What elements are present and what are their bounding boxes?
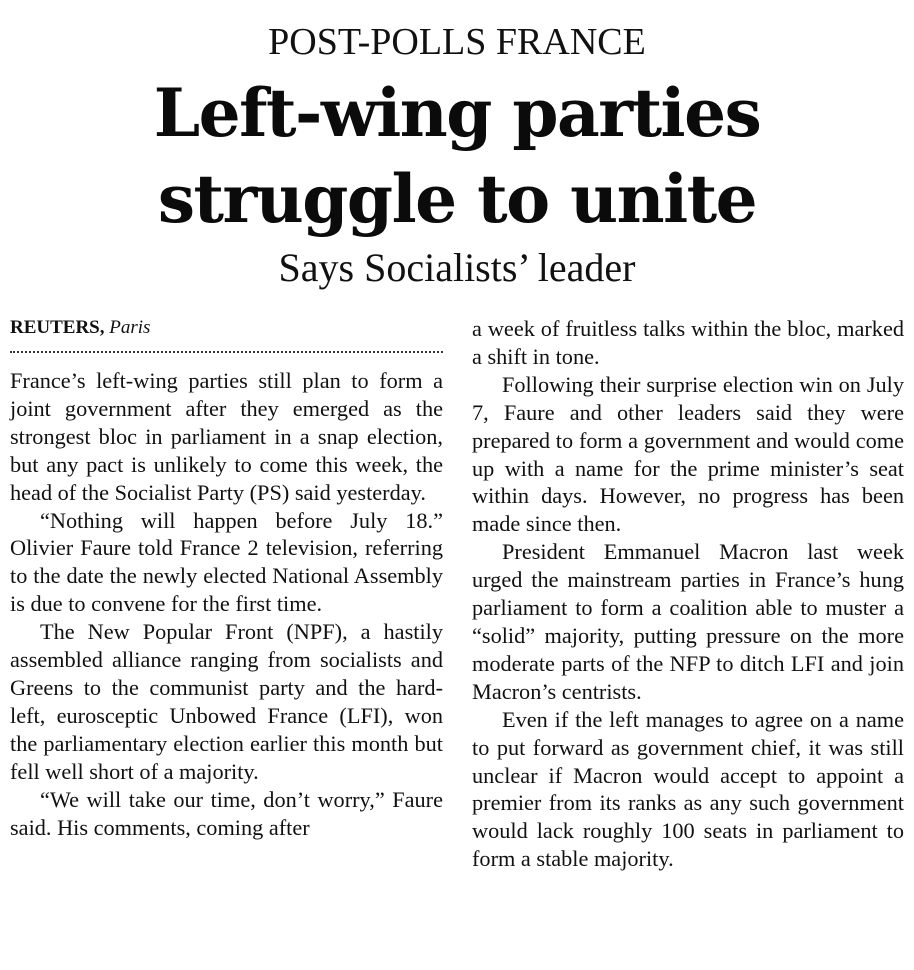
- paragraph: France’s left-wing parties still plan to form a joint government after they emerged as the strongest bloc in parliament in a snap election, but any pact is unlikely to come this week, the head of the Socialist Party (PS) said yesterday.: [10, 368, 443, 505]
- paragraph-continued: a week of fruitless talks within the bloc, marked a shift in tone.: [472, 316, 904, 369]
- kicker: POST-POLLS FRANCE: [268, 21, 646, 63]
- byline-agency: REUTERS,: [10, 317, 105, 338]
- paragraph: The New Popular Front (NPF), a hastily assembled alliance ranging from socialists and Greens to the communist party and the hard-left, eurosceptic Unbowed France (LFI), won the parliamentary election earlier this month but fell well short of a majority.: [10, 619, 443, 784]
- byline-divider: [10, 351, 443, 353]
- paragraph: Following their surprise election win on July 7, Faure and other leaders said they were prepared to form a government and would come up with a name for the prime minister’s seat within days. However, no progress has been made since then.: [472, 371, 904, 537]
- deck: Says Socialists’ leader: [278, 245, 636, 290]
- headline-line-1: Left-wing parties: [153, 74, 761, 152]
- byline: [10, 315, 150, 341]
- paragraph: President Emmanuel Macron last week urged the mainstream parties in France’s hung parliament to form a coalition able to muster a “solid” majority, putting pressure on the more moderate parts of the NFP to ditch LFI and join Macron’s centrists.: [472, 539, 904, 704]
- byline-place: Paris: [109, 317, 151, 338]
- paragraph: Even if the left manages to agree on a name to put forward as government chief, it was still unclear if Macron would accept to appoint a premier from its ranks as any such government would lack roughly 100 seats in parliament to form a stable majority.: [472, 706, 904, 872]
- column-right: [472, 315, 904, 873]
- paragraph: “We will take our time, don’t worry,” Faure said. His comments, coming after: [10, 786, 443, 840]
- headline-line-2: struggle to unite: [157, 160, 757, 238]
- paragraph: “Nothing will happen before July 18.” Olivier Faure told France 2 television, referring to the date the newly elected National Assembly is due to convene for the first time.: [10, 507, 443, 617]
- column-left: [10, 367, 443, 841]
- headline: [0, 70, 914, 242]
